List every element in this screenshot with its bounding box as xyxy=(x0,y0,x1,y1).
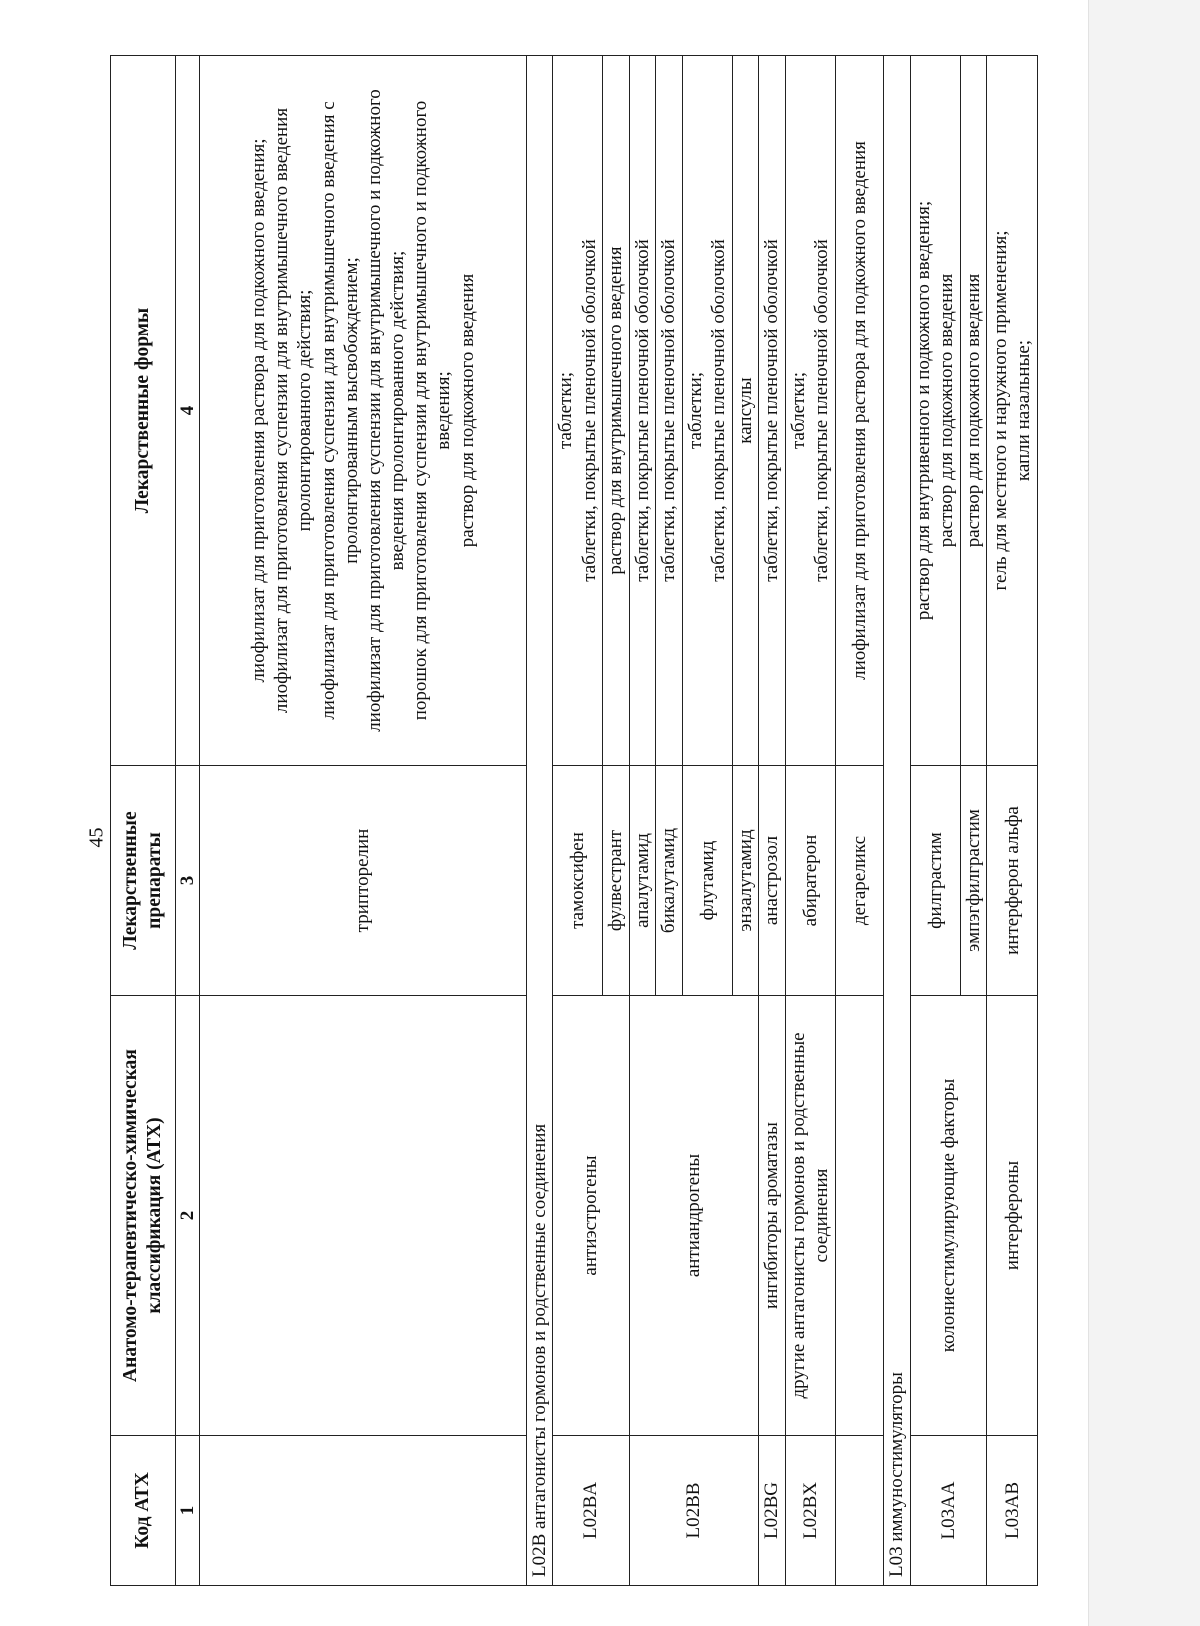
code-cell xyxy=(835,1436,884,1586)
drug-cell: трипторелин xyxy=(200,766,526,996)
table-row-apalutamide xyxy=(629,56,656,1586)
forms-cell-anastrozole: таблетки, покрытые пленочной оболочкой xyxy=(759,56,786,766)
form-line: лиофилизат для приготовления суспензии для внутримышечного и подкожного введения пролонгированного действия; xyxy=(363,89,409,732)
code-cell-l02ba: L02BA xyxy=(553,1436,630,1586)
form-line: таблетки; xyxy=(787,371,809,450)
forms-cell-interferon-alfa xyxy=(987,56,1038,766)
forms-cell-degarelix: лиофилизат для приготовления раствора для подкожного введения xyxy=(835,56,884,766)
drug-cell-interferon-alfa: интерферон альфа xyxy=(987,766,1038,996)
forms-cell-enzalutamide: капсулы xyxy=(732,56,759,766)
forms-cell-bicalutamide: таблетки, покрытые пленочной оболочкой xyxy=(656,56,683,766)
table-row-tamoxifen xyxy=(553,56,603,1586)
col-num-1: 1 xyxy=(175,1436,199,1586)
table-row-abiraterone xyxy=(785,56,835,1586)
section-row-l03 xyxy=(884,56,911,1586)
drug-cell-apalutamide: апалутамид xyxy=(629,766,656,996)
form-line: лиофилизат для приготовления суспензии для внутримышечного введения с пролонгированным высвобождением; xyxy=(317,101,362,720)
form-line: раствор для внутривенного и подкожного введения; xyxy=(913,200,935,621)
forms-cell-apalutamide: таблетки, покрытые пленочной оболочкой xyxy=(629,56,656,766)
forms-cell-tamoxifen xyxy=(553,56,603,766)
code-cell-l03ab: L03AB xyxy=(987,1436,1038,1586)
drug-cell-fulvestrant: фулвестрант xyxy=(603,766,630,996)
drug-cell-bicalutamide: бикалутамид xyxy=(656,766,683,996)
section-row-l02b xyxy=(526,56,553,1586)
header-code: Код АТХ xyxy=(111,1436,176,1586)
section-title-l03: L03 иммуностимуляторы xyxy=(884,56,911,1586)
atc-cell-l02bx: другие антагонисты гормонов и родственные соединения xyxy=(785,996,835,1436)
drug-cell-enzalutamide: энзалутамид xyxy=(732,766,759,996)
form-line: порошок для приготовления суспензии для внутримышечного и подкожного введения; xyxy=(410,100,455,721)
atc-cell-l02bb: антиандрогены xyxy=(629,996,759,1436)
form-line: гель для местного и наружного применения; xyxy=(989,230,1011,591)
forms-cell xyxy=(200,56,526,766)
atc-drug-table xyxy=(110,55,1038,1586)
form-line: раствор для подкожного введения xyxy=(936,273,958,548)
forms-cell-flutamide xyxy=(682,56,732,766)
atc-cell-l03aa: колониестимулирующие факторы xyxy=(910,996,987,1436)
drug-cell-anastrozole: анастрозол xyxy=(759,766,786,996)
drug-cell-flutamide: флутамид xyxy=(682,766,732,996)
atc-cell-l03ab: интерфероны xyxy=(987,996,1038,1436)
form-line: лиофилизат для приготовления раствора для подкожного введения; xyxy=(248,138,270,683)
code-cell-l02bx: L02BX xyxy=(785,1436,835,1586)
column-number-row xyxy=(175,56,199,1586)
form-line: таблетки, покрытые пленочной оболочкой xyxy=(708,239,730,582)
table-row-interferon-alfa xyxy=(987,56,1038,1586)
atc-cell xyxy=(835,996,884,1436)
col-num-2: 2 xyxy=(175,996,199,1436)
atc-cell xyxy=(200,996,526,1436)
page-edge xyxy=(1088,0,1200,1626)
table-row-filgrastim xyxy=(910,56,960,1586)
page-number: 45 xyxy=(85,827,108,848)
forms-cell-abiraterone xyxy=(785,56,835,766)
drug-cell-tamoxifen: тамоксифен xyxy=(553,766,603,996)
header-atc-classification: Анатомо-терапевтическо-химическая классификация (АТХ) xyxy=(111,996,176,1436)
form-line: капли назальные; xyxy=(1013,339,1035,482)
drug-cell-abiraterone: абиратерон xyxy=(785,766,835,996)
drug-cell-empegfilgrastim: эмпэгфилграстим xyxy=(960,766,987,996)
section-title-l02b: L02B антагонисты гормонов и родственные соединения xyxy=(526,56,553,1586)
form-line: лиофилизат для приготовления суспензии для внутримышечного введения пролонгированного действия; xyxy=(271,107,316,714)
form-line: раствор для подкожного введения xyxy=(456,273,478,548)
table-header-row xyxy=(111,56,176,1586)
code-cell xyxy=(200,1436,526,1586)
table-row-triptorelin xyxy=(200,56,526,1586)
form-line: таблетки; xyxy=(555,371,577,450)
code-cell-l03aa: L03AA xyxy=(910,1436,987,1586)
drug-cell-filgrastim: филграстим xyxy=(910,766,960,996)
form-line: таблетки, покрытые пленочной оболочкой xyxy=(578,239,600,582)
forms-cell-fulvestrant: раствор для внутримышечного введения xyxy=(603,56,630,766)
header-dosage-forms: Лекарственные формы xyxy=(111,56,176,766)
col-num-3: 3 xyxy=(175,766,199,996)
code-cell-l02bg: L02BG xyxy=(759,1436,786,1586)
forms-cell-empegfilgrastim: раствор для подкожного введения xyxy=(960,56,987,766)
form-line: таблетки; xyxy=(684,371,706,450)
atc-cell-l02ba: антиэстрогены xyxy=(553,996,630,1436)
table-row-anastrozole xyxy=(759,56,786,1586)
table-row-degarelix xyxy=(835,56,884,1586)
header-drugs: Лекарственные препараты xyxy=(111,766,176,996)
drug-cell-degarelix: дегареликс xyxy=(835,766,884,996)
forms-cell-filgrastim xyxy=(910,56,960,766)
code-cell-l02bb: L02BB xyxy=(629,1436,759,1586)
col-num-4: 4 xyxy=(175,56,199,766)
atc-cell-l02bg: ингибиторы ароматазы xyxy=(759,996,786,1436)
rotated-table-container xyxy=(110,56,1038,1586)
form-line: таблетки, покрытые пленочной оболочкой xyxy=(811,239,833,582)
